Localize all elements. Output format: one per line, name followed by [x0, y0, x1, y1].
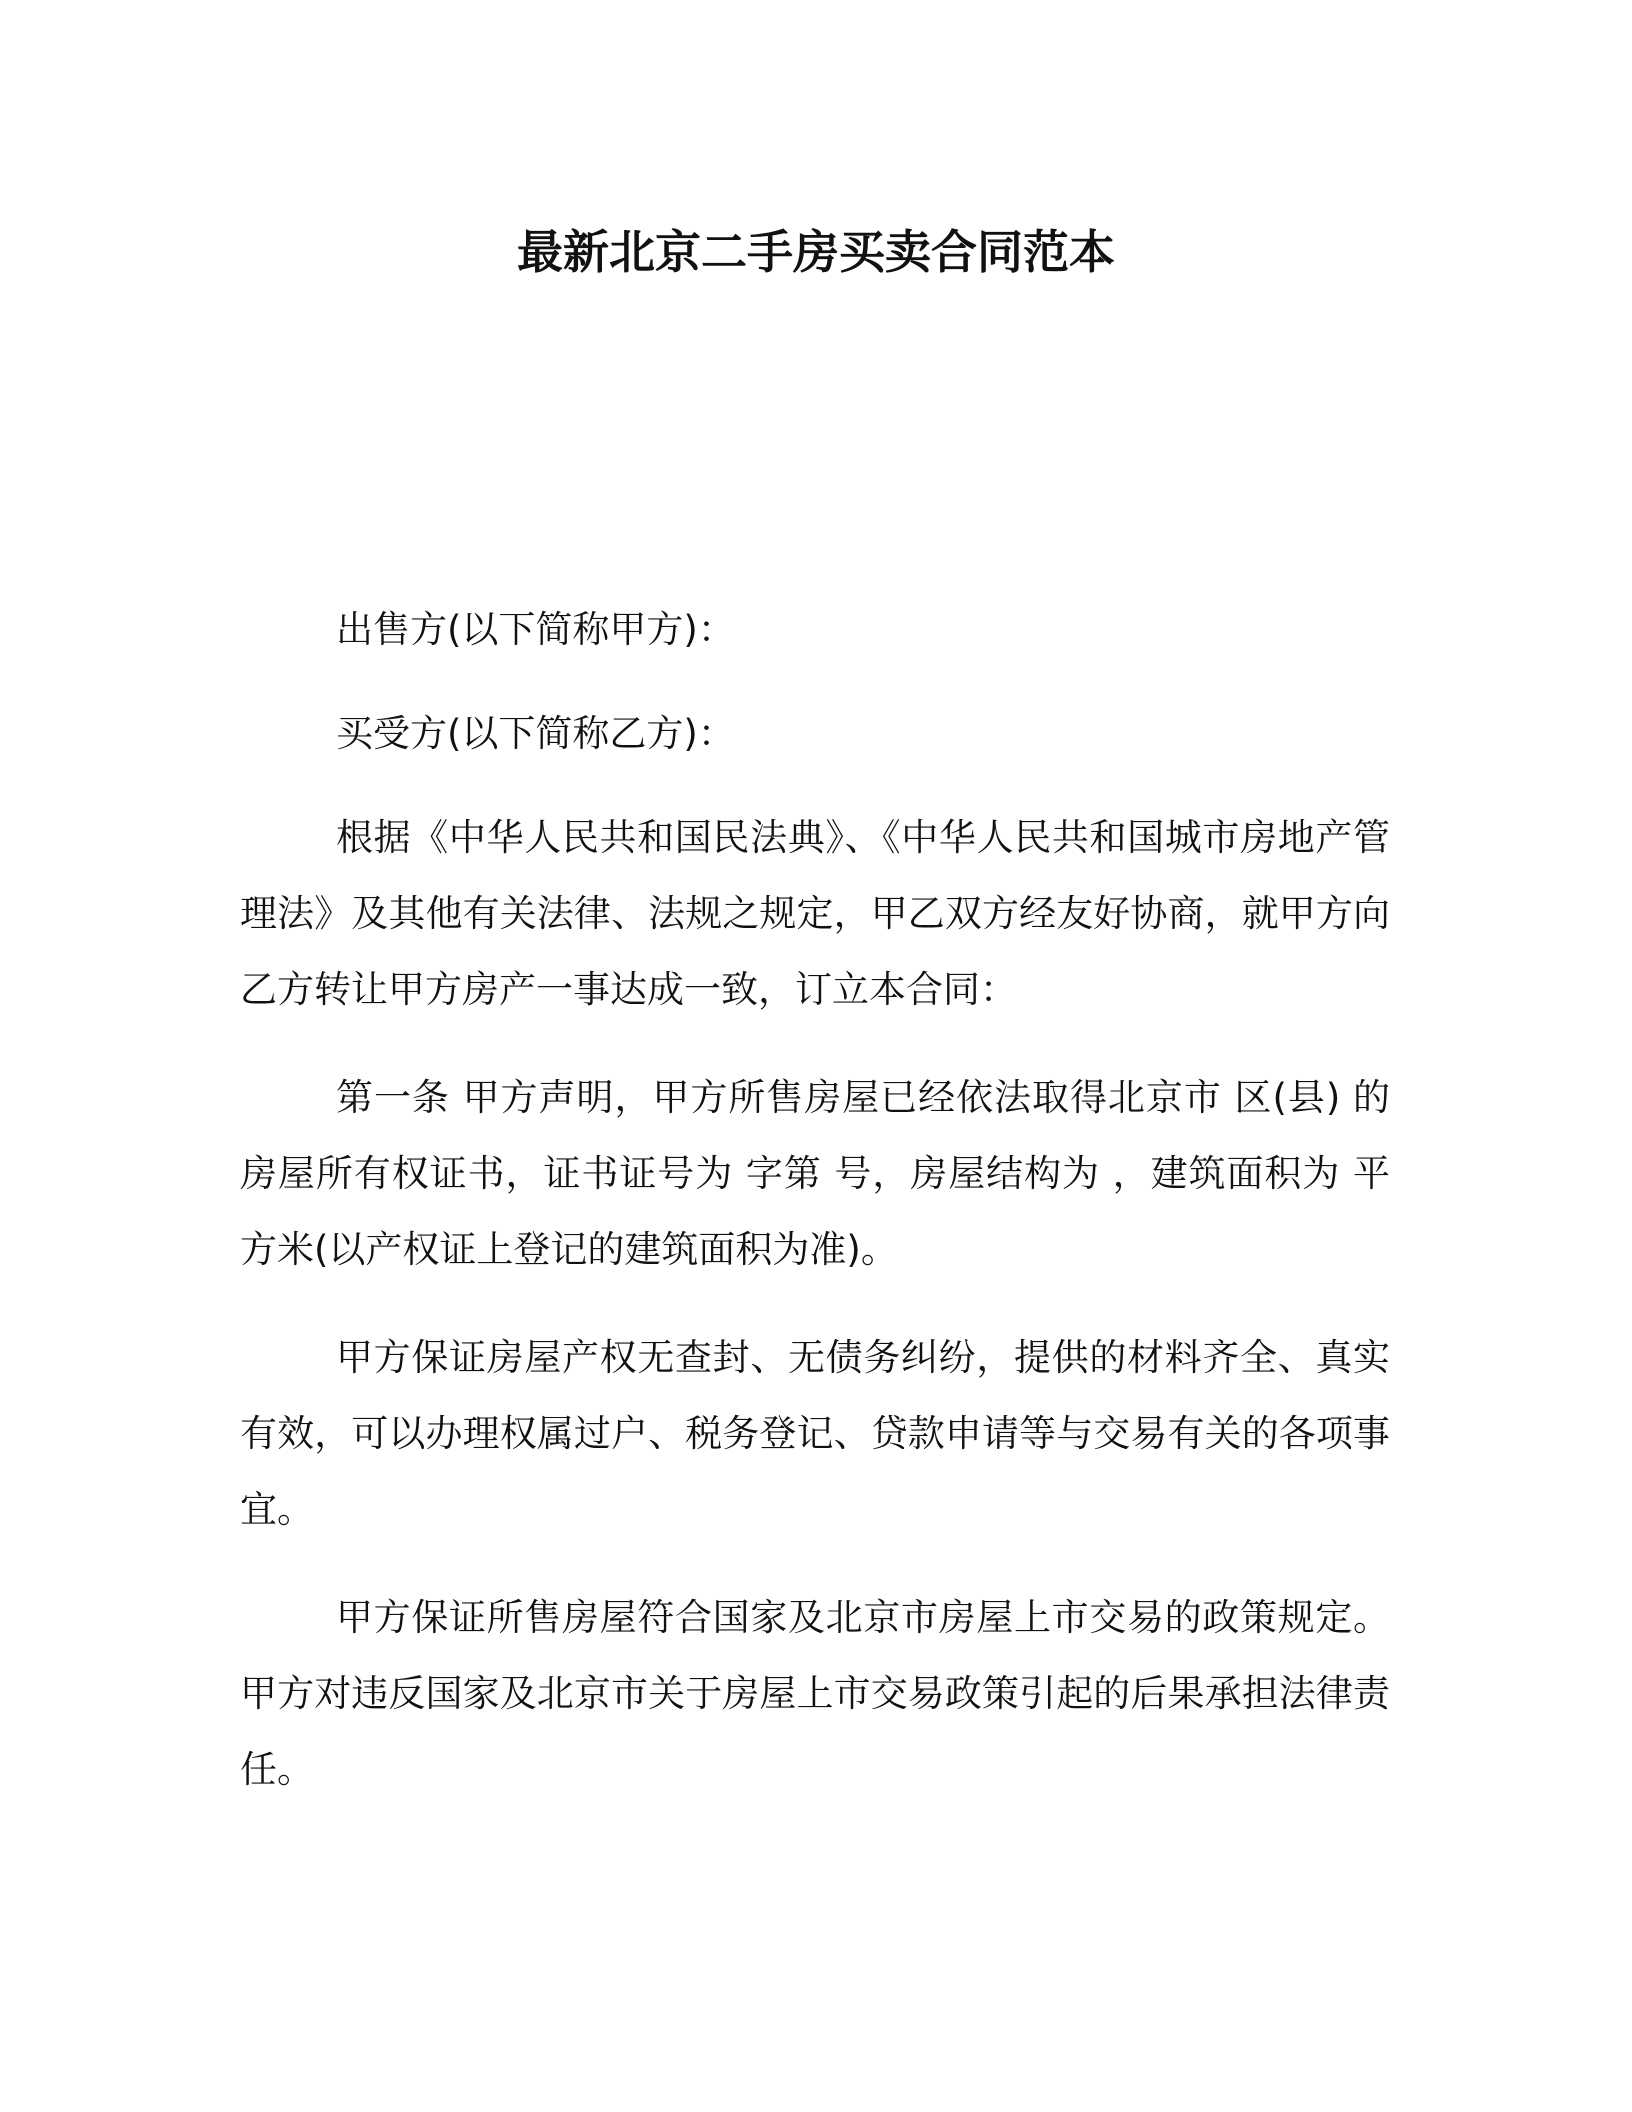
guarantee-title-paragraph: 甲方保证房屋产权无查封、无债务纠纷，提供的材料齐全、真实有效，可以办理权属过户、税务登记、贷款申请等与交易有关的各项事宜。 [240, 1336, 1390, 1531]
seller-line: 出售方(以下简称甲方)： [336, 608, 735, 651]
preamble-paragraph: 根据《中华人民共和国民法典》、《中华人民共和国城市房地产管理法》及其他有关法律、法规之规定，甲乙双方经友好协商，就甲方向乙方转让甲方房产一事达成一致，订立本合同： [240, 816, 1390, 1011]
article-one-paragraph: 第一条 甲方声明，甲方所售房屋已经依法取得北京市 区(县) 的房屋所有权证书，证书证号为 字第 号，房屋结构为 ，建筑面积为 平方米(以产权证上登记的建筑面积为准)。 [240, 1076, 1390, 1271]
buyer-line: 买受方(以下简称乙方)： [336, 712, 735, 755]
document-title: 最新北京二手房买卖合同范本 [517, 225, 1115, 279]
document-body [240, 592, 1390, 1840]
guarantee-policy-paragraph: 甲方保证所售房屋符合国家及北京市房屋上市交易的政策规定。甲方对违反国家及北京市关于房屋上市交易政策引起的后果承担法律责任。 [240, 1596, 1390, 1791]
